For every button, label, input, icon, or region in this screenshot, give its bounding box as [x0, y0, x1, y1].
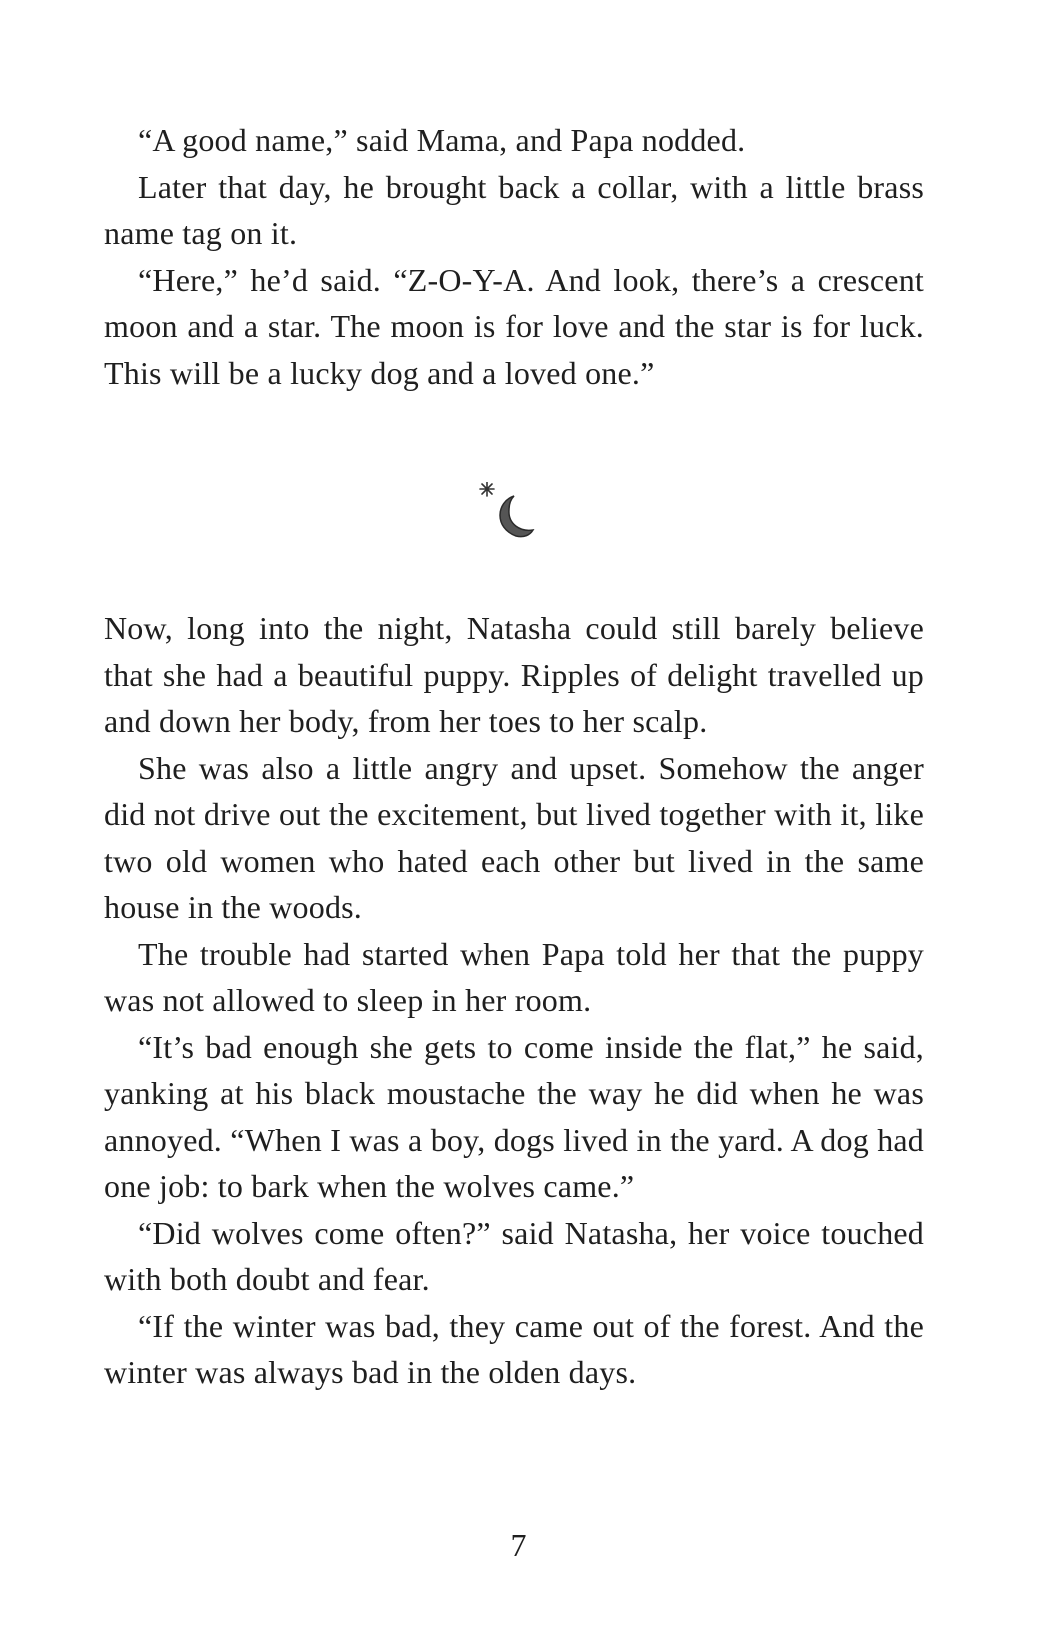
bottom-text-section — [104, 605, 924, 1396]
page-number: 7 — [510, 1527, 527, 1563]
paragraph: “It’s bad enough she gets to come inside the flat,” he said, yanking at his black moustache the way he did when he was annoyed. “When I was a boy, dogs lived in the yard. A dog had one job: to bark when the wolves came.” — [104, 1028, 924, 1204]
top-text-section — [104, 117, 924, 396]
star-and-crescent-moon-icon — [478, 482, 548, 542]
paragraph: She was also a little angry and upset. Somehow the anger did not drive out the excitement, but lived together with it, like two old women who hated each other but lived in the same house in the woods. — [104, 749, 924, 925]
paragraph: “Here,” he’d said. “Z-O-Y-A. And look, there’s a crescent moon and a star. The moon is for love and the star is for luck. This will be a lucky dog and a loved one.” — [104, 261, 924, 391]
paragraph: Later that day, he brought back a collar, with a little brass name tag on it. — [104, 168, 924, 251]
paragraph: “A good name,” said Mama, and Papa nodded. — [138, 122, 746, 158]
paragraph: Now, long into the night, Natasha could still barely believe that she had a beautiful puppy. Ripples of delight travelled up and down her body, from her toes to her scalp. — [104, 610, 924, 739]
paragraph: “If the winter was bad, they came out of the forest. And the winter was always bad in the olden days. — [104, 1307, 924, 1390]
paragraph: The trouble had started when Papa told her that the puppy was not allowed to sleep in her room. — [104, 935, 924, 1018]
paragraph: “Did wolves come often?” said Natasha, her voice touched with both doubt and fear. — [104, 1214, 924, 1297]
